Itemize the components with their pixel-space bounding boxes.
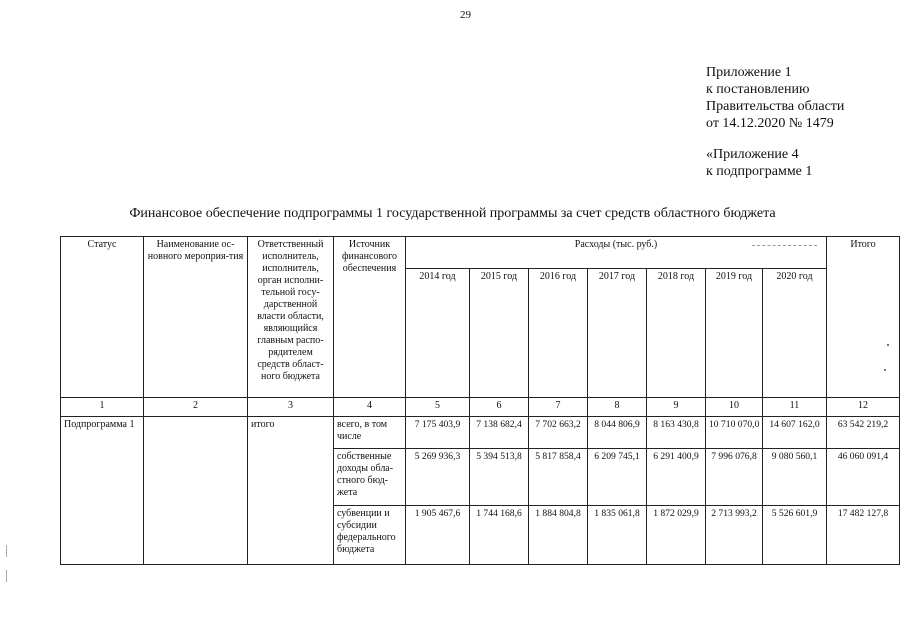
value-cell: 6 209 745,1 <box>588 449 647 506</box>
appendix-line: к постановлению <box>706 82 810 97</box>
column-number: 10 <box>706 398 763 417</box>
value-cell: 8 044 806,9 <box>588 417 647 449</box>
header-source: Источник финансового обеспечения <box>334 237 406 398</box>
total-cell: 17 482 127,8 <box>827 506 900 565</box>
column-number: 7 <box>529 398 588 417</box>
value-cell: 7 175 403,9 <box>406 417 470 449</box>
source-cell: собственные доходы обла-стного бюд-жета <box>334 449 406 506</box>
header-year: 2016 год <box>529 269 588 398</box>
value-cell: 1 744 168,6 <box>470 506 529 565</box>
value-cell: 1 884 804,8 <box>529 506 588 565</box>
column-number: 11 <box>763 398 827 417</box>
value-cell: 6 291 400,9 <box>647 449 706 506</box>
value-cell: 5 526 601,9 <box>763 506 827 565</box>
column-number: 12 <box>827 398 900 417</box>
column-number-row <box>61 398 900 417</box>
column-number: 8 <box>588 398 647 417</box>
executor-cell: итого <box>248 417 334 565</box>
source-cell: всего, в том числе <box>334 417 406 449</box>
appendix-block <box>706 64 844 180</box>
header-year: 2015 год <box>470 269 529 398</box>
page-number: 29 <box>460 9 471 21</box>
header-total: Итого <box>827 237 900 398</box>
appendix-line: Правительства области <box>706 99 845 114</box>
value-cell: 1 835 061,8 <box>588 506 647 565</box>
column-number: 2 <box>144 398 248 417</box>
value-cell: 7 138 682,4 <box>470 417 529 449</box>
table-row <box>61 417 900 449</box>
value-cell: 1 872 029,9 <box>647 506 706 565</box>
value-cell: 1 905 467,6 <box>406 506 470 565</box>
value-cell: 7 996 076,8 <box>706 449 763 506</box>
event-cell <box>144 417 248 565</box>
header-executor: Ответственный исполнитель, исполнитель, орган исполни-тельной госу-дарственной власти области, являющийся главным распо-рядителем средств област-ного бюджета <box>248 237 334 398</box>
value-cell: 9 080 560,1 <box>763 449 827 506</box>
value-cell: 14 607 162,0 <box>763 417 827 449</box>
financing-table <box>60 236 900 565</box>
value-cell: 10 710 070,0 <box>706 417 763 449</box>
value-cell: 5 394 513,8 <box>470 449 529 506</box>
header-year: 2018 год <box>647 269 706 398</box>
header-status: Статус <box>61 237 144 398</box>
document-title: Финансовое обеспечение подпрограммы 1 государственной программы за счет средств областного бюджета <box>129 206 776 221</box>
header-year: 2020 год <box>763 269 827 398</box>
value-cell: 8 163 430,8 <box>647 417 706 449</box>
margin-mark <box>6 545 7 557</box>
header-expenses: Расходы (тыс. руб.) <box>406 237 827 269</box>
column-number: 5 <box>406 398 470 417</box>
value-cell: 5 817 858,4 <box>529 449 588 506</box>
appendix-line: к подпрограмме 1 <box>706 164 813 179</box>
source-cell: субвенции и субсидии федерального бюджета <box>334 506 406 565</box>
appendix-line: «Приложение 4 <box>706 147 799 162</box>
column-number: 6 <box>470 398 529 417</box>
value-cell: 2 713 993,2 <box>706 506 763 565</box>
appendix-line: от 14.12.2020 № 1479 <box>706 116 834 131</box>
total-cell: 46 060 091,4 <box>827 449 900 506</box>
margin-mark <box>6 570 7 582</box>
header-year: 2014 год <box>406 269 470 398</box>
value-cell: 7 702 663,2 <box>529 417 588 449</box>
column-number: 3 <box>248 398 334 417</box>
column-number: 1 <box>61 398 144 417</box>
status-cell: Подпрограмма 1 <box>61 417 144 565</box>
appendix-line: Приложение 1 <box>706 65 792 80</box>
header-year: 2017 год <box>588 269 647 398</box>
header-event: Наименование ос-новного мероприя-тия <box>144 237 248 398</box>
header-year: 2019 год <box>706 269 763 398</box>
value-cell: 5 269 936,3 <box>406 449 470 506</box>
total-cell: 63 542 219,2 <box>827 417 900 449</box>
column-number: 4 <box>334 398 406 417</box>
column-number: 9 <box>647 398 706 417</box>
